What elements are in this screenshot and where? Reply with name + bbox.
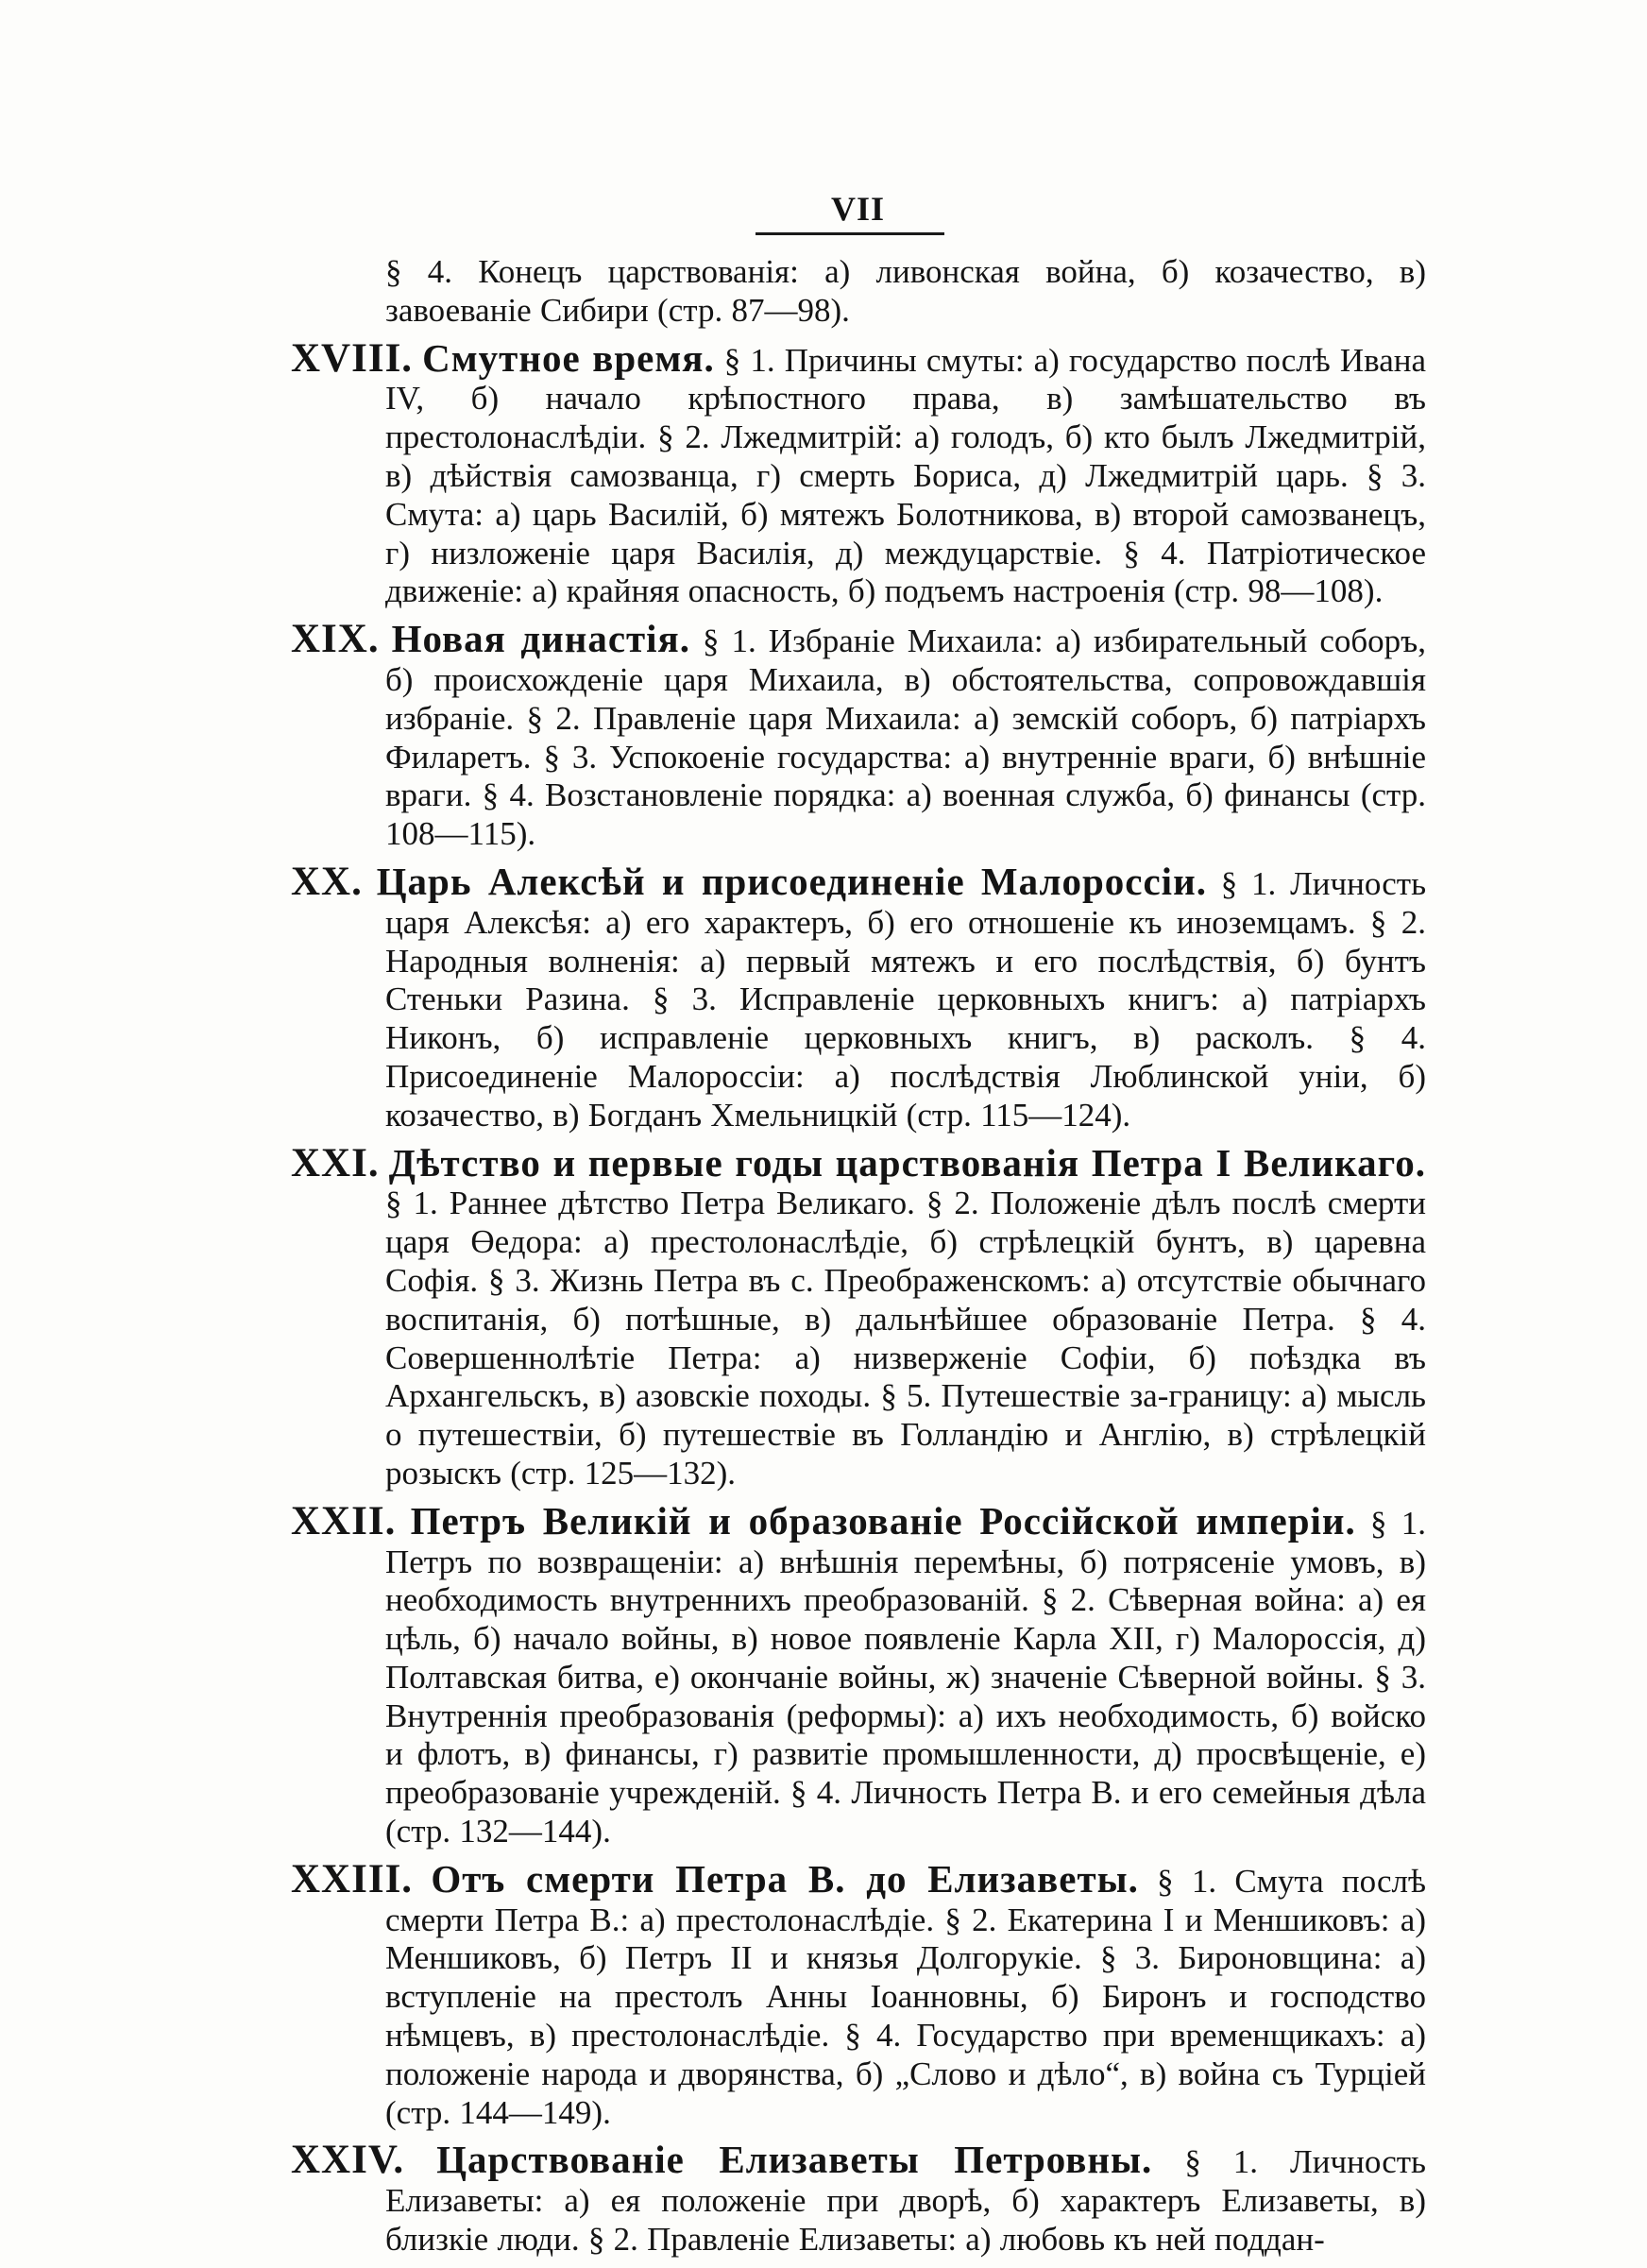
toc-entry-xix	[291, 617, 1427, 854]
header-rule	[756, 232, 944, 235]
chapter-number: XX.	[291, 859, 363, 904]
chapter-title: Отъ смерти Петра В. до Елизаветы.	[431, 1856, 1139, 1901]
toc-entry-xxii	[291, 1498, 1427, 1851]
page-number: VII	[831, 190, 886, 228]
chapter-title: Царь Алексѣй и присоединеніе Малороссіи.	[376, 859, 1207, 903]
chapter-number: XXIII.	[291, 1856, 414, 1901]
chapter-title: Новая династія.	[391, 617, 690, 661]
entry-text: § 1. Личность царя Алексѣя: а) его характеръ, б) его отношеніе къ иноземцамъ. § 2. Народныя волненія: а) первый мятежъ и его послѣдствія, б) бунтъ Стеньки Разина. § 3. Исправленіе церковныхъ книгъ: а) патріархъ Никонъ, б) исправленіе церковныхъ книгъ, в) расколъ. § 4. Присоединеніе Малороссіи: а) послѣдствія Люблинской уніи, б) козачество, в) Богданъ Хмельницкій (стр. 115—124).	[385, 864, 1427, 1134]
toc-entry-xxiii	[291, 1856, 1427, 2133]
toc-entry-xx	[291, 859, 1427, 1135]
toc-entry-xxiv	[291, 2140, 1426, 2259]
chapter-number: XIX.	[291, 617, 380, 662]
chapter-title: Дѣтство и первые годы царствованія Петра I Великаго.	[388, 1140, 1426, 1185]
toc-entry-xviii	[291, 335, 1426, 612]
entry-text: § 1. Личность Елизаветы: а) ея положеніе при дворѣ, б) характеръ Елизаветы, в) близкіе люди. § 2. Правленіе Елизаветы: а) любовь къ ней поддан-	[385, 2143, 1427, 2259]
entry-text: § 1. Причины смуты: а) государство послѣ Ивана IV, б) начало крѣпостного права, в) замѣшательство въ престолонаслѣдіи. § 2. Лжедмитрій: а) голодъ, б) кто былъ Лжедмитрій, в) дѣйствія самозванца, г) смерть Бориса, д) Лжедмитрій царь. § 3. Смута: а) царь Василій, б) мятежъ Болотникова, в) второй самозванецъ, г) низложеніе царя Василія, д) междуцарствіе. § 4. Патріотическое движеніе: а) крайняя опасность, б) подъемъ настроенія (стр. 98—108).	[385, 341, 1426, 610]
entry-text: § 4. Конецъ царствованія: а) ливонская война, б) козачество, в) завоеваніе Сибири (стр. 87—98).	[385, 253, 1426, 329]
chapter-number: XXI.	[291, 1140, 380, 1185]
chapter-number: XXII.	[291, 1498, 397, 1543]
chapter-title: Смутное время.	[422, 335, 715, 380]
entry-text: § 1. Смута послѣ смерти Петра В.: а) престолонаслѣдіе. § 2. Екатерина I и Меншиковъ: а) Меншиковъ, б) Петръ II и князья Долгорукіе. § 3. Бироновщина: а) вступленіе на престолъ Анны Іоанновны, б) Биронъ и господство нѣмцевъ, в) престолонаслѣдіе. § 4. Государство при временщикахъ: а) положеніе народа и дворянства, б) „Слово и дѣло“, в) война съ Турціей (стр. 144—149).	[385, 1862, 1427, 2131]
entry-text: § 1. Раннее дѣтство Петра Великаго. § 2. Положеніе дѣлъ послѣ смерти царя Өедора: а) престолонаслѣдіе, б) стрѣлецкій бунтъ, в) царевна Софія. § 3. Жизнь Петра въ с. Преображенскомъ: а) отсутствіе обычнаго воспитанія, б) потѣшные, в) дальнѣйшее образованіе Петра. § 4. Совершеннолѣтіе Петра: а) низверженіе Софіи, б) поѣздка въ Архангельскъ, в) азовскіе походы. § 5. Путешествіе за-границу: а) мысль о путешествіи, б) путешествіе въ Голландію и Англію, в) стрѣлецкій розыскъ (стр. 125—132).	[385, 1185, 1426, 1492]
entry-text: § 1. Избраніе Михаила: а) избирательный соборъ, б) происхожденіе царя Михаила, в) обстоятельства, сопровождавшія избраніе. § 2. Правленіе царя Михаила: а) земскій соборъ, б) патріархъ Филаретъ. § 3. Успокоеніе государства: а) внутренніе враги, б) внѣшніе враги. § 4. Возстановленіе порядка: а) военная служба, б) финансы (стр. 108—115).	[385, 622, 1427, 853]
chapter-number: XVIII.	[291, 335, 414, 381]
chapter-title: Петръ Великій и образованіе Россійской имперіи.	[410, 1498, 1356, 1543]
toc-entry-xxi	[291, 1140, 1426, 1493]
table-of-contents	[291, 253, 1426, 2268]
chapter-title: Царствованіе Елизаветы Петровны.	[436, 2138, 1153, 2182]
entry-text: § 1. Петръ по возвращеніи: а) внѣшнія перемѣны, б) потрясеніе умовъ, в) необходимость внутреннихъ преобразованій. § 2. Сѣверная война: а) ея цѣль, б) начало войны, в) новое появленіе Карла XII, г) Малороссія, д) Полтавская битва, е) окончаніе войны, ж) значеніе Сѣверной войны. § 3. Внутреннія преобразованія (реформы): а) ихъ необходимость, б) войско и флотъ, в) финансы, г) развитіе промышленности, д) просвѣщеніе, е) преобразованіе учрежденій. § 4. Личность Петра В. и его семейныя дѣла (стр. 132—144).	[385, 1504, 1427, 1850]
toc-entry-continued	[291, 253, 1426, 331]
chapter-number: XXIV.	[291, 2138, 405, 2183]
